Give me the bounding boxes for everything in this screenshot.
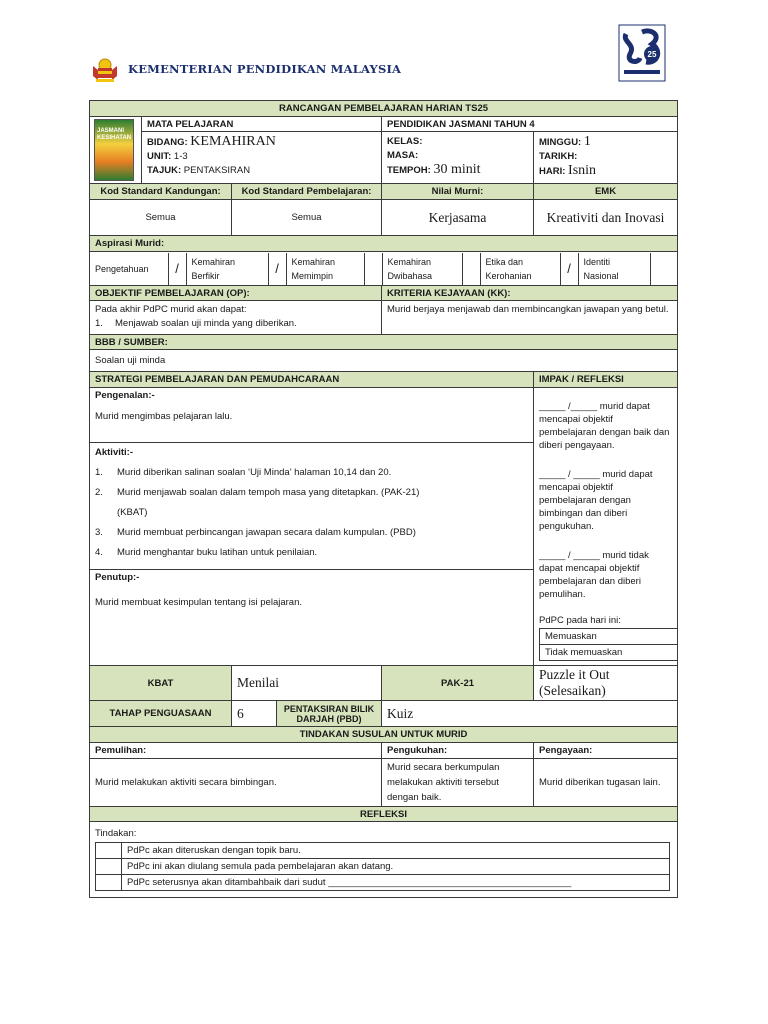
- objektif-cell: Pada akhir PdPC murid akan dapat: 1. Menjawab soalan uji minda yang diberikan.: [90, 301, 382, 335]
- pbd-label: PENTAKSIRAN BILIK DARJAH (PBD): [277, 701, 382, 726]
- tahap-value: 6: [232, 701, 277, 726]
- objektif-item: Menjawab soalan uji minda yang diberikan.: [115, 318, 297, 329]
- tindakan-label: TINDAKAN SUSULAN UNTUK MURID: [90, 727, 678, 743]
- aspirasi-mark-etika: /: [560, 253, 578, 285]
- penutup-block: Penutup:- Murid membuat kesimpulan tentang isi pelajaran.: [90, 570, 533, 626]
- minggu-value: 1: [583, 134, 591, 150]
- objektif-intro: Pada akhir PdPC murid akan dapat:: [95, 304, 247, 315]
- kriteria-text: Murid berjaya menjawab dan membincangkan jawapan yang betul.: [382, 301, 678, 335]
- tahap-row: [232, 701, 382, 727]
- pengenalan-text: Murid mengimbas pelajaran lalu.: [95, 411, 233, 422]
- tahap-label: TAHAP PENGUASAAN: [90, 701, 232, 727]
- ts25-logo-icon: [618, 24, 666, 82]
- subject-value: PENDIDIKAN JASMANI TAHUN 4: [382, 117, 678, 132]
- tajuk-value: PENTAKSIRAN: [183, 165, 251, 177]
- aspirasi-item-memimpin: Kemahiran Memimpin: [286, 253, 364, 285]
- refleksi-table: [95, 842, 670, 891]
- emk-label: EMK: [534, 184, 678, 200]
- aspirasi-item-pengetahuan: Pengetahuan: [90, 253, 168, 285]
- kriteria-label: KRITERIA KEJAYAAN (KK):: [382, 286, 678, 301]
- unit-value: 1-3: [173, 151, 188, 163]
- refleksi-label: REFLEKSI: [90, 807, 678, 822]
- ministry-name: KEMENTERIAN PENDIDIKAN MALAYSIA: [128, 62, 402, 76]
- ts-logo-number: 25: [647, 50, 657, 59]
- strategi-label: STRATEGI PEMBELAJARAN DAN PEMUDAHCARAAN: [90, 372, 534, 388]
- emk-value: Kreativiti dan Inovasi: [534, 200, 678, 236]
- strategi-cell: [90, 388, 534, 666]
- aspirasi-item-etika: Etika dan Kerohanian: [480, 253, 560, 285]
- pak-label: PAK-21: [382, 666, 534, 701]
- aktiviti-item: 4. Murid menghantar buku latihan untuk penilaian.: [95, 547, 318, 558]
- refleksi-item: PdPc seterusnya akan ditambahbaik dari sudut ______________________________________________: [122, 875, 670, 891]
- aspirasi-item-identiti: Identiti Nasional: [578, 253, 650, 285]
- bbb-value: Soalan uji minda: [90, 350, 678, 372]
- pak-value: Puzzle it Out (Selesaikan): [534, 666, 678, 701]
- nilai-label: Nilai Murni:: [382, 184, 534, 200]
- pengenalan-block: Pengenalan:- Murid mengimbas pelajaran lalu.: [90, 388, 533, 443]
- kod-sp-label: Kod Standard Pembelajaran:: [232, 184, 382, 200]
- aspirasi-item-dwibahasa: Kemahiran Dwibahasa: [382, 253, 462, 285]
- kbat-label: KBAT: [90, 666, 232, 701]
- bbb-label: BBB / SUMBER:: [90, 335, 678, 350]
- impak-line: _____ /_____ murid dapat mencapai objektif pembelajaran dengan baik dan diberi pengayaan.: [539, 401, 670, 451]
- impak-label: IMPAK / REFLEKSI: [534, 372, 678, 388]
- aktiviti-item: 2. Murid menjawab soalan dalam tempoh masa yang ditetapkan. (PAK-21): [95, 487, 420, 498]
- kelas-cell: KELAS: MASA: TEMPOH: 30 minit: [382, 132, 534, 184]
- aspirasi-row: [90, 252, 678, 286]
- bidang-cell: BIDANG: KEMAHIRAN UNIT: 1-3 TAJUK: PENTAKSIRAN: [142, 132, 382, 184]
- option-tidak-memuaskan: Tidak memuaskan: [540, 645, 678, 661]
- pemulihan-label: Pemulihan:: [90, 743, 382, 759]
- pengukuhan-text: Murid secara berkumpulan melakukan aktiviti tersebut dengan baik.: [382, 759, 534, 807]
- textbook-cover-image: JASMANI KESIHATAN: [94, 119, 134, 181]
- pemulihan-text: Murid melakukan aktiviti secara bimbingan.: [90, 759, 382, 807]
- penutup-text: Murid membuat kesimpulan tentang isi pelajaran.: [95, 597, 302, 608]
- objektif-label: OBJEKTIF PEMBELAJARAN (OP):: [90, 286, 382, 301]
- aspirasi-mark-memimpin: [364, 253, 382, 285]
- lesson-plan-table: [89, 100, 678, 898]
- kod-sk-value: Semua: [90, 200, 232, 236]
- aspirasi-label: Aspirasi Murid:: [90, 236, 678, 252]
- refleksi-checkbox[interactable]: [96, 843, 122, 859]
- pengayaan-label: Pengayaan:: [534, 743, 678, 759]
- refleksi-cell: [90, 822, 678, 898]
- aspirasi-item-berfikir: Kemahiran Berfikir: [186, 253, 268, 285]
- pengayaan-text: Murid diberikan tugasan lain.: [534, 759, 678, 807]
- refleksi-checkbox[interactable]: [96, 875, 122, 891]
- aspirasi-mark-identiti: [650, 253, 678, 285]
- pdpc-options: [539, 628, 678, 661]
- impak-line: _____ / _____ murid tidak dapat mencapai objektif pembelajaran dan diberi pemulihan.: [539, 550, 649, 600]
- tempoh-value: 30 minit: [433, 162, 481, 178]
- page-header: [90, 52, 680, 88]
- refleksi-checkbox[interactable]: [96, 859, 122, 875]
- bidang-value: KEMAHIRAN: [190, 134, 276, 150]
- aktiviti-item: 3. Murid membuat perbincangan jawapan secara dalam kumpulan. (PBD): [95, 527, 416, 538]
- pdpc-label: PdPC pada hari ini:: [539, 615, 621, 626]
- aspirasi-mark-dwibahasa: [462, 253, 480, 285]
- refleksi-item: PdPc ini akan diulang semula pada pembelajaran akan datang.: [122, 859, 670, 875]
- plan-title: RANCANGAN PEMBELAJARAN HARIAN TS25: [90, 101, 678, 117]
- nilai-value: Kerjasama: [382, 200, 534, 236]
- minggu-cell: MINGGU: 1 TARIKH: HARI: Isnin: [534, 132, 678, 184]
- impak-cell: [534, 388, 678, 666]
- aspirasi-mark-pengetahuan: /: [168, 253, 186, 285]
- kod-sp-value: Semua: [232, 200, 382, 236]
- hari-value: Isnin: [568, 163, 597, 179]
- book-cover-cell: [90, 117, 142, 184]
- refleksi-tindakan-label: Tindakan:: [95, 828, 137, 839]
- kbat-value: Menilai: [232, 666, 382, 701]
- aspirasi-mark-berfikir: /: [268, 253, 286, 285]
- aktiviti-item: 1. Murid diberikan salinan soalan ‘Uji Minda’ halaman 10,14 dan 20.: [95, 467, 392, 478]
- malaysia-crest-icon: [90, 56, 120, 84]
- pbd-value: Kuiz: [382, 701, 678, 727]
- option-memuaskan: Memuaskan: [540, 629, 678, 645]
- aktiviti-item: (KBAT): [117, 507, 148, 518]
- aktiviti-block: Aktiviti:- 1. Murid diberikan salinan soalan ‘Uji Minda’ halaman 10,14 dan 20. 2. Murid menjawab soalan dalam tempoh masa yang ditetapkan. (PAK-21) (KBAT) 3. Murid membuat perbincangan jawapan secara dalam kumpulan. (PBD) 4. Murid menghantar buku latihan untuk penilaian.: [90, 443, 533, 570]
- subject-label: MATA PELAJARAN: [142, 117, 382, 132]
- kod-sk-label: Kod Standard Kandungan:: [90, 184, 232, 200]
- refleksi-item: PdPc akan diteruskan dengan topik baru.: [122, 843, 670, 859]
- impak-line: _____ / _____ murid dapat mencapai objektif pembelajaran dengan bimbingan dan diberi pengukuhan.: [539, 469, 653, 532]
- pengukuhan-label: Pengukuhan:: [382, 743, 534, 759]
